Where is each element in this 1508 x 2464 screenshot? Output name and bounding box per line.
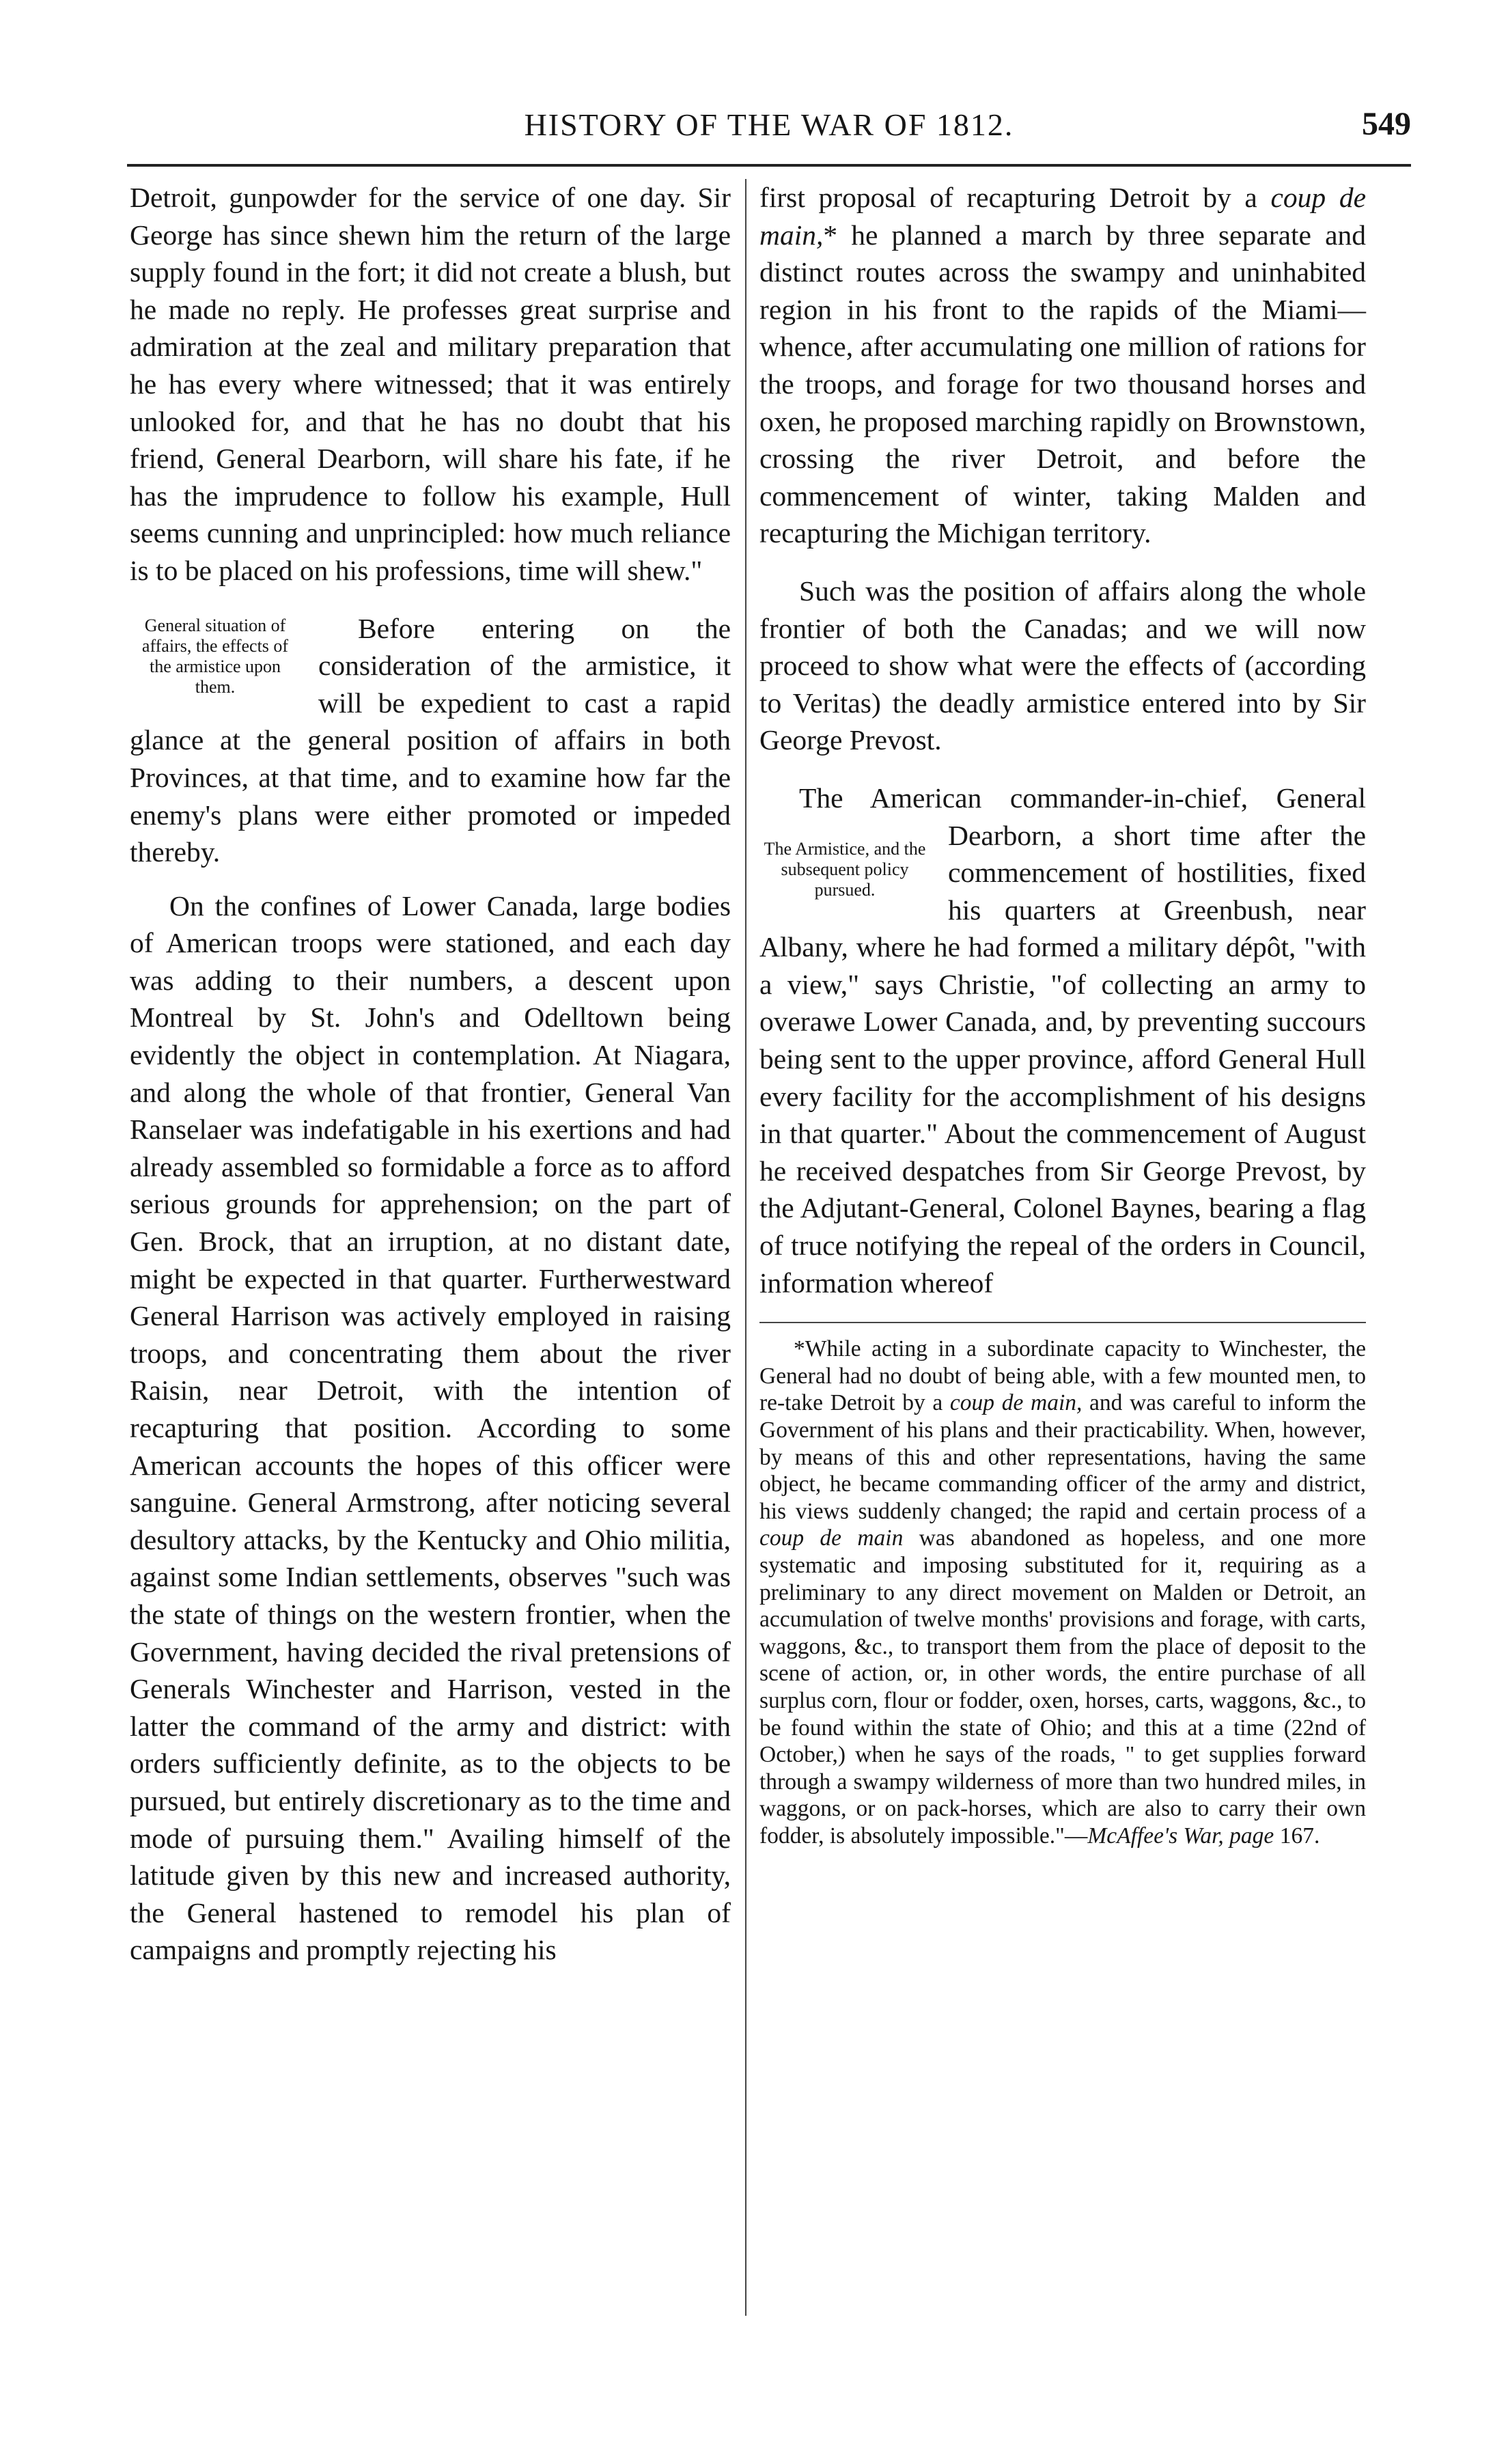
text-run: and was careful to inform the Government of his plans and their practicability. When, however, by means of this and other representations, having the same object, he became commanding officer of the army and district, his views suddenly changed; the rapid and certain process of a [759,1390,1366,1524]
running-title: HISTORY OF THE WAR OF 1812. [524,107,1014,142]
paragraph-lead-line: The American commander-in-chief, General [799,781,1366,814]
paragraph-armistice-intro [130,610,731,871]
footnote-rule [759,1322,1366,1323]
paragraph-continued: Detroit, gunpowder for the service of one day. Sir George has since shewn him the return of the large supply found in the fort; it did not create a blush, but he made no reply. He professes great surprise and admiration at the zeal and military preparation that he has every where witnessed; that it was entirely unlooked for, and that he has no doubt that his friend, General Dearborn, will share his fate, if he has the imprudence to follow his example, Hull seems cunning and unprincipled: how much reliance is to be placed on his professions, time will shew." [130,182,731,586]
italic-phrase: coup de main [759,1525,904,1551]
header-rule [127,164,1411,167]
paragraph-harrison-plan [759,179,1366,552]
text-run: first proposal of recapturing Detroit by a [759,182,1271,213]
text-run: *While acting in a subordinate capacity to Winchester, the General had no doubt of being able, with a few mounted men, to re-take Detroit by a [759,1336,1366,1416]
column-divider [745,179,746,2316]
italic-phrase: coup de main, [759,182,1366,251]
left-column [130,179,731,1969]
text-run: 167. [1274,1823,1320,1849]
running-head [127,101,1411,149]
right-column [759,179,1366,1850]
italic-phrase: coup de main, [949,1390,1083,1416]
margin-note-armistice-policy: The Armistice, and the subsequent policy pursued. [764,838,926,900]
paragraph-armistice-text: Before entering on the consideration of the armistice, it will be expedient to cast a rapid glance at the general position of affairs in both Provinces, at that time, and to examine how far the enemy's plans were either promoted or impeded thereby. [130,612,731,868]
paragraph-dearborn-text: Dearborn, a short time after the commencement of hostilities, fixed his quarters at Greenbush, near Albany, where he had formed a military dépôt, "with a view," says Christie, "of collecting an army to overawe Lower Canada, and, by preventing succours being sent to the upper province, afford General Hull every facility for the accomplishment of his designs in that quarter." About the commencement of August he received despatches from Sir George Prevost, by the Adjutant-General, Colonel Baynes, bearing a flag of truce notifying the repeal of the orders in Council, information whereof [759,819,1366,1299]
footnote [759,1335,1366,1849]
text-run: was abandoned as hopeless, and one more systematic and imposing substituted for it, requiring as a preliminary to any direct movement on Malden or Detroit, an accumulation of twelve months' provisions and forage, with carts, waggons, &c., to transport them from the place of deposit to the scene of action, or, in other words, the entire purchase of all surplus corn, flour or fodder, oxen, horses, carts, waggons, &c., to be found within the state of Ohio; and this at a time (22nd of October,) when he says of the roads, " to get supplies forward through a swampy wilderness of more than two hundred miles, in waggons, or on pack-horses, which are also to carry their own fodder, is absolutely impossible."— [759,1525,1366,1849]
margin-note-general-situation: General situation of affairs, the effects of the armistice upon them. [141,615,289,697]
text-run: * he planned a march by three separate and distinct routes across the swampy and uninhabited region in his front to the rapids of the Miami—whence, after accumulating one million of rations for the troops, and forage for two thousand horses and oxen, he proposed marching rapidly on Brownstown, crossing the river Detroit, and before the commencement of winter, taking Malden and recapturing the Michigan territory. [759,219,1366,549]
paragraph-position-of-affairs: Such was the position of affairs along the whole frontier of both the Canadas; and we will now proceed to show what were the effects of (according to Veritas) the deadly armistice entered into by Sir George Prevost. [759,575,1366,756]
italic-citation: McAffee's War, page [1087,1823,1274,1849]
paragraph-dearborn [759,779,1366,1301]
page-number: 549 [1362,106,1411,142]
paragraph-frontier-situation: On the confines of Lower Canada, large bodies of American troops were stationed, and each day was adding to their numbers, a descent upon Montreal by St. John's and Odelltown being evidently the object in contemplation. At Niagara, and along the whole of that frontier, General Van Ranselaer was indefatigable in his exertions and had already assembled so formidable a force as to afford serious grounds for apprehension; on the part of Gen. Brock, that an irruption, at no distant date, might be expected in that quarter. Furtherwestward General Harrison was actively employed in raising troops, and concentrating them about the river Raisin, near Detroit, with the intention of recapturing that position. According to some American accounts the hopes of this officer were sanguine. General Armstrong, after noticing several desultory attacks, by the Kentucky and Ohio militia, against some Indian settlements, observes "such was the state of things on the western frontier, when the Government, having decided the rival pretensions of Generals Winchester and Harrison, vested in the latter the command of the army and district: with orders sufficiently definite, as to the objects to be pursued, but entirely discretionary as to the time and mode of pursuing them." Availing himself of the latitude given by this new and increased authority, the General hastened to remodel his plan of campaigns and promptly rejecting his [130,889,731,1966]
